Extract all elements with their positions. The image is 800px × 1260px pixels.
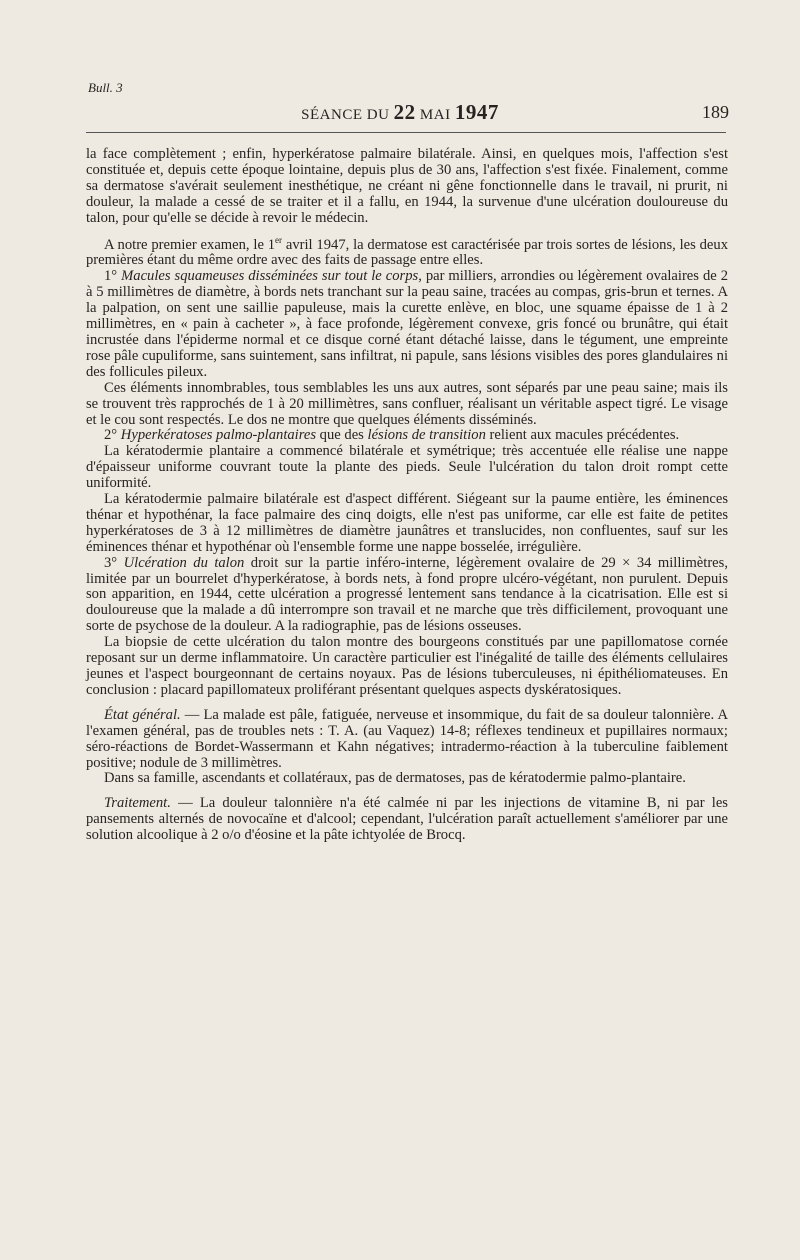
paragraph-history-end [86, 147, 728, 227]
paragraph-first-exam [86, 234, 728, 270]
paragraph-text: avril 1947, la dermatose est caractérisée par trois sortes de lésions, les deux premières étant du même ordre avec des faits de passage entre elles. [86, 236, 728, 269]
paragraph-family [86, 771, 728, 787]
paragraph-text: , par milliers, arrondies ou légèrement ovalaires de 2 à 5 millimètres de diamètre, à bords nets tranchant sur la peau saine, tracées au compas, gris-brun et ternes. A la palpation, on sent une saillie papuleuse, mais la curette enlève, en bloc, une squame épaisse de 1 à 2 millimètres, en « pain à cacheter », à face profonde, légèrement convexe, gris foncé ou brunâtre, qui était incrustée dans l'épiderme normal et ce disque corné étant détaché laisse, dans le tégument, une empreinte rose pâle cupuliforme, sans suintement, sans infiltrat, ni papule, sans lésions visibles des pores glandulaires ni des follicules pileux. [86, 268, 728, 380]
paragraph-text: que des [316, 427, 368, 444]
paragraph-text: La kératodermie palmaire bilatérale est d'aspect différent. Siégeant sur la paume entière, les éminences thénar et hypothénar, la face palmaire des cinq doigts, elle n'est pas uniforme, car elle est faite de petites hyperkératoses de 3 à 12 millimètres de diamètre jaunâtres et translucides, non confluentes, sauf sur les éminences thénar et hypothénar où l'ensemble forme une nappe bosselée, irrégulière. [86, 491, 728, 555]
item-number: 3° [104, 554, 124, 571]
ordinal-superscript: er [275, 234, 283, 245]
paragraph-text: droit sur la partie inféro-interne, légèrement ovalaire de 29 × 34 millimètres, limitée par un bourrelet d'hyperkératose, à bords nets, à fond propre ulcéro-végétant, non purulent. Depuis son apparition, en 1944, cette ulcération a progressé lentement sans tendance à la cicatrisation. Elle est si douloureuse que la malade a dû interrompre son travail et ne marche que très difficilement, provoquant une sorte de psychose de la douleur. A la radiographie, pas de lésions osseuses. [86, 554, 728, 635]
paragraph-biopsy [86, 635, 728, 699]
running-head-prefix: SÉANCE DU [301, 107, 390, 123]
item-number: 1° [104, 268, 122, 285]
running-head [0, 100, 800, 125]
paragraph-text: relient aux macules précédentes. [485, 427, 680, 444]
page-number: 189 [702, 102, 729, 122]
running-head-day: 22 [393, 100, 416, 124]
paragraph-plantar [86, 444, 728, 492]
item-heading: Ulcération du talon [123, 554, 245, 571]
paragraph-text: Ces éléments innombrables, tous semblables les uns aux autres, sont séparés par une peau saine; mais ils se trouvent très rapprochés de 1 à 20 millimètres, sans confluer, réalisant un véritable aspect tigré. Le visage et le cou sont respectés. Le dos ne montre que quelques éléments disséminés. [86, 379, 728, 428]
paragraph-text: la face complètement ; enfin, hyperkératose palmaire bilatérale. Ainsi, en quelques mois, l'affection s'est constituée et, depuis cette époque lointaine, depuis plus de 30 ans, l'affection s'est fixée. Finalement, comme sa dermatose s'avérait seulement inesthétique, ne créant ni gêne fonctionnelle dans le travail, ni prurit, ni douleur, la malade a cessé de se traiter et il a fallu, en 1944, la survenue d'une ulcération douloureuse du talon, pour qu'elle se décide à revoir le médecin. [86, 146, 728, 226]
paragraph-ulceration [86, 556, 728, 636]
paragraph-text: Dans sa famille, ascendants et collatéraux, pas de dermatoses, pas de kératodermie palmo-plantaire. [104, 770, 686, 787]
paragraph-hyperkeratoses [86, 428, 728, 444]
paragraph-elements [86, 381, 728, 429]
paragraph-text: La biopsie de cette ulcération du talon montre des bourgeons constitués par une papillomatose cornée reposant sur un derme inflammatoire. Un caractère particulier est l'inégalité de taille des éléments cellulaires jeunes et l'aspect bourgeonnant de certains noyaux. Pas de lésions tuberculeuses, ni épithéliomateuses. En conclusion : placard papillomateux proliférant présentant quelques aspects dyskératosiques. [86, 634, 728, 698]
paragraph-palmar [86, 492, 728, 556]
section-heading: Traitement. [104, 795, 171, 812]
paragraph-treatment [86, 796, 728, 844]
running-head-year: 1947 [454, 100, 499, 124]
section-heading: État général. [104, 706, 181, 723]
paragraph-text: A notre premier examen, le 1 [104, 236, 276, 253]
item-heading: Hyperkératoses palmo-plantaires [120, 427, 317, 444]
item-emphasis: lésions de transition [367, 427, 486, 444]
paragraph-text: — La douleur talonnière n'a été calmée ni par les injections de vitamine B, ni par les pansements alternés de novocaïne et d'alcool; cependant, l'ulcération paraît actuellement s'améliorer par une solution alcoolique à 2 o/o d'éosine et la pâte ichtyolée de Brocq. [86, 795, 728, 844]
running-head-month: MAI [419, 107, 451, 123]
paragraph-macules [86, 269, 728, 380]
bulletin-marker: Bull. 3 [88, 80, 123, 95]
header-rule [86, 132, 726, 133]
item-number: 2° [104, 427, 121, 444]
article-body [86, 147, 728, 844]
paragraph-text: — La malade est pâle, fatiguée, nerveuse et insommique, du fait de sa douleur talonnière. A l'examen général, pas de troubles nets : T. A. (au Vaquez) 14-8; réflexes tendineux et pupillaires normaux; séro-réactions de Bordet-Wassermann et Kahn négatives; intradermo-réaction à la tuberculine faiblement positive; nodule de 3 millimètres. [86, 706, 728, 771]
paragraph-general-state [86, 708, 728, 772]
paragraph-text: La kératodermie plantaire a commencé bilatérale et symétrique; très accentuée elle réalise une nappe d'épaisseur uniforme couvrant toute la plante des pieds. Seule l'ulcération du talon droit rompt cette uniformité. [86, 443, 728, 492]
item-heading: Macules squameuses disséminées sur tout le corps [121, 268, 419, 285]
